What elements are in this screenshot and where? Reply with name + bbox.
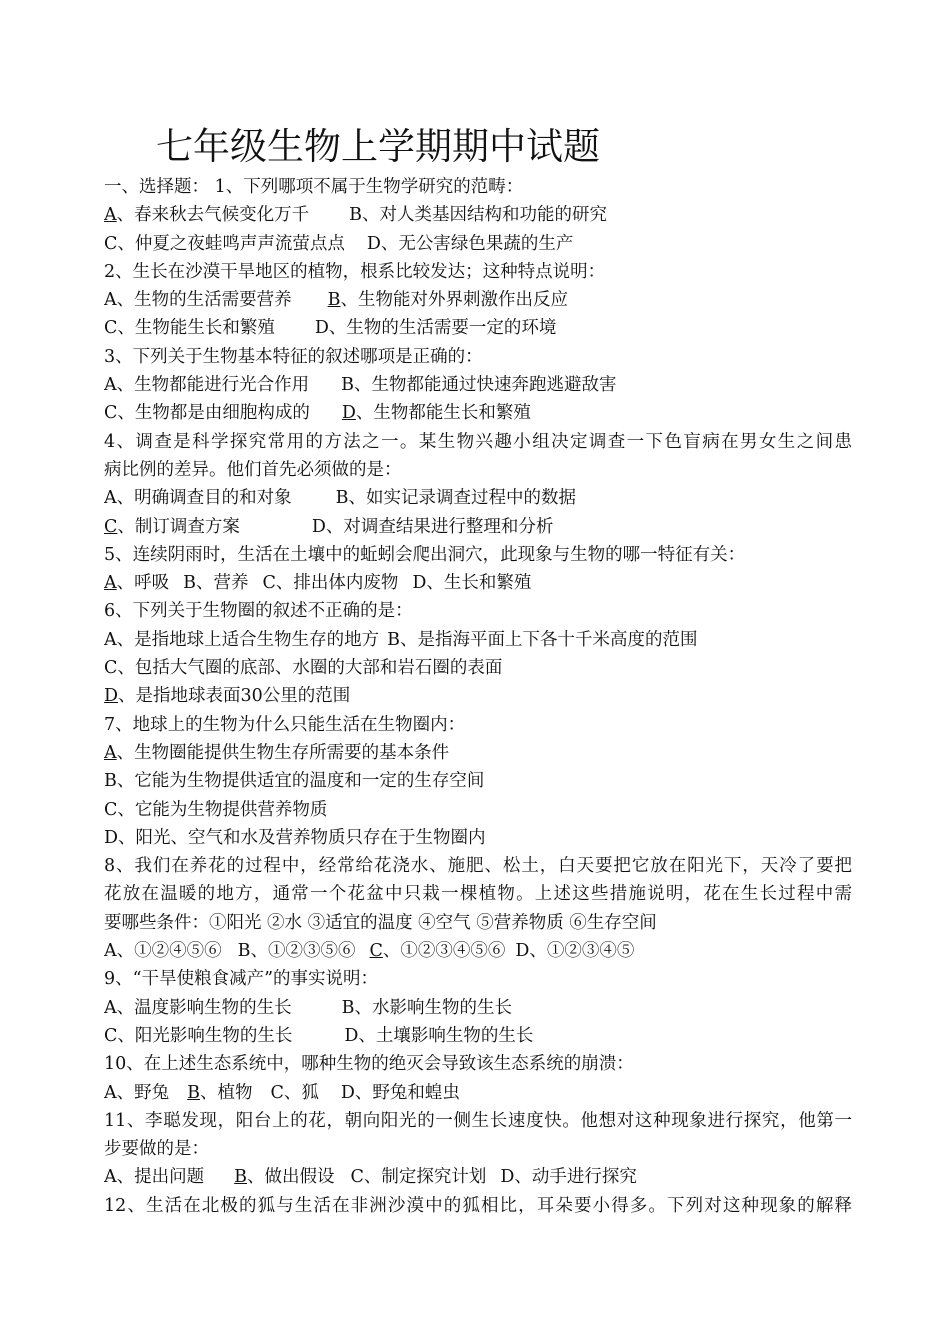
question-1-options-cd bbox=[104, 230, 852, 258]
question-8-stem-line-2: 花放在温暖的地方，通常一个花盆中只栽一棵植物。上述这些措施说明，花在生长过程中需 bbox=[104, 884, 852, 905]
option-a: 、春来秋去气候变化万千 bbox=[116, 205, 310, 226]
option-b: B、是指海平面上下各十千米高度的范围 bbox=[387, 629, 698, 650]
option-c: 、制订调查方案 bbox=[117, 516, 240, 537]
question-7-option-a bbox=[104, 739, 852, 767]
option-d: D、动手进行探究 bbox=[500, 1167, 637, 1188]
option-c: C、排出体内废物 bbox=[262, 573, 399, 594]
question-12-stem-line-1: 12、生活在北极的狐与生活在非洲沙漠中的狐相比，耳朵要小得多。下列对这种现象的解释 bbox=[104, 1195, 852, 1216]
question-4-stem-line-1: 4、调查是科学探究常用的方法之一。某生物兴趣小组决定调查一下色盲病在男女生之间患 bbox=[104, 431, 852, 452]
option-d: D、对调查结果进行整理和分析 bbox=[311, 516, 554, 537]
question-8-stem-line-1: 8、我们在养花的过程中，经常给花浇水、施肥、松土，白天要把它放在阳光下，天冷了要把 bbox=[104, 856, 852, 877]
question-6-option-d bbox=[104, 682, 852, 710]
question-7-option-b: B、它能为生物提供适宜的温度和一定的生存空间 bbox=[104, 771, 485, 792]
option-b: B、对人类基因结构和功能的研究 bbox=[349, 205, 607, 226]
question-10-options bbox=[104, 1079, 852, 1107]
question-list bbox=[104, 173, 852, 1220]
question-8-options bbox=[104, 937, 852, 965]
question-4-options-cd bbox=[104, 513, 852, 541]
answer-mark: A bbox=[104, 573, 117, 594]
option-b: B、如实记录调查过程中的数据 bbox=[335, 488, 576, 509]
option-b: B、①②③⑤⑥ bbox=[237, 941, 356, 962]
option-c: C、生物都是由细胞构成的 bbox=[104, 403, 310, 424]
option-c: C、阳光影响生物的生长 bbox=[104, 1025, 293, 1046]
question-5-stem: 5、连续阴雨时，生活在土壤中的蚯蚓会爬出洞穴，此现象与生物的哪一特征有关： bbox=[104, 544, 746, 565]
question-6-stem: 6、下列关于生物圈的叙述不正确的是： bbox=[104, 601, 413, 622]
option-a: 、生物圈能提供生物生存所需要的基本条件 bbox=[116, 742, 450, 763]
option-d: D、生长和繁殖 bbox=[412, 573, 532, 594]
answer-mark: B bbox=[327, 290, 341, 311]
question-11-stem-line-2: 步要做的是： bbox=[104, 1139, 209, 1160]
question-7-stem: 7、地球上的生物为什么只能生活在生物圈内： bbox=[104, 714, 466, 735]
answer-mark: A bbox=[104, 742, 117, 763]
question-1-stem: 一、选择题： 1、下列哪项不属于生物学研究的范畴： bbox=[104, 177, 524, 197]
answer-mark: C bbox=[104, 516, 118, 537]
option-d: D、①②③④⑤ bbox=[515, 941, 635, 962]
question-1-options-ab bbox=[104, 201, 852, 229]
option-c: C、仲夏之夜蛙鸣声声流萤点点 bbox=[104, 233, 345, 254]
question-7-option-c: C、它能为生物提供营养物质 bbox=[104, 799, 328, 820]
option-a: 、呼吸 bbox=[116, 573, 170, 594]
question-7-option-d: D、阳光、空气和水及营养物质只存在于生物圈内 bbox=[104, 827, 486, 848]
option-a: A、生物都能进行光合作用 bbox=[104, 375, 310, 396]
question-11-stem-line-1: 11、李聪发现，阳台上的花，朝向阳光的一侧生长速度快。他想对这种现象进行探究，他第一 bbox=[104, 1110, 852, 1131]
option-a: A、①②④⑤⑥ bbox=[104, 941, 222, 962]
question-3-stem: 3、下列关于生物基本特征的叙述哪项是正确的： bbox=[104, 346, 483, 367]
answer-mark: B bbox=[187, 1082, 201, 1103]
question-3-options-ab bbox=[104, 371, 852, 399]
answer-mark: A bbox=[104, 205, 117, 226]
option-a: A、提出问题 bbox=[104, 1167, 205, 1188]
section-heading: 一、选择题： bbox=[104, 177, 209, 197]
question-6-options-ab bbox=[104, 626, 852, 654]
option-c: C、狐 bbox=[270, 1082, 319, 1103]
question-10-stem: 10、在上述生态系统中，哪种生物的绝灭会导致该生态系统的崩溃： bbox=[104, 1054, 634, 1075]
question-4-stem-line-2: 病比例的差异。他们首先必须做的是： bbox=[104, 459, 402, 480]
answer-mark: D bbox=[341, 403, 356, 424]
option-d: D、野兔和蝗虫 bbox=[340, 1082, 460, 1103]
question-9-options-ab bbox=[104, 994, 852, 1022]
option-b: B、营养 bbox=[183, 573, 249, 594]
option-d: D、生物的生活需要一定的环境 bbox=[314, 318, 557, 339]
answer-mark: C bbox=[369, 941, 383, 962]
answer-mark: D bbox=[104, 686, 119, 707]
question-2-options-cd bbox=[104, 314, 852, 342]
question-9-options-cd bbox=[104, 1022, 852, 1050]
question-8-stem-line-3: 要哪些条件：①阳光 ②水 ③适宜的温度 ④空气 ⑤营养物质 ⑥生存空间 bbox=[104, 912, 657, 933]
option-d: D、土壤影响生物的生长 bbox=[344, 1025, 534, 1046]
option-c: C、生物能生长和繁殖 bbox=[104, 318, 275, 339]
question-2-stem: 2、生长在沙漠干旱地区的植物，根系比较发达；这种特点说明： bbox=[104, 261, 606, 282]
question-9-stem: 9、“干旱使粮食减产”的事实说明： bbox=[104, 969, 379, 990]
page-title: 七年级生物上学期期中试题 bbox=[156, 125, 600, 168]
option-b: 、做出假设 bbox=[247, 1167, 335, 1188]
option-b: B、生物都能通过快速奔跑逃避敌害 bbox=[341, 375, 617, 396]
option-c: 、①②③④⑤⑥ bbox=[382, 941, 506, 962]
option-a: A、野兔 bbox=[104, 1082, 170, 1103]
option-a: A、明确调查目的和对象 bbox=[104, 488, 292, 509]
option-b: 、生物能对外界刺激作出反应 bbox=[340, 290, 569, 311]
question-3-options-cd bbox=[104, 399, 852, 427]
question-11-options bbox=[104, 1163, 852, 1191]
answer-mark: B bbox=[234, 1167, 248, 1188]
question-2-options-ab bbox=[104, 286, 852, 314]
option-a: A、是指地球上适合生物生存的地方 bbox=[104, 629, 380, 650]
option-b: 、植物 bbox=[200, 1082, 253, 1103]
option-d: 、生物都能生长和繁殖 bbox=[355, 403, 531, 424]
option-c: C、制定探究计划 bbox=[350, 1167, 487, 1188]
option-d: D、无公害绿色果蔬的生产 bbox=[366, 233, 574, 254]
question-6-option-c: C、包括大气圈的底部、水圈的大部和岩石圈的表面 bbox=[104, 658, 503, 679]
option-b: B、水影响生物的生长 bbox=[341, 997, 513, 1018]
question-4-options-ab bbox=[104, 484, 852, 512]
question-5-options bbox=[104, 569, 852, 597]
option-a: A、生物的生活需要营养 bbox=[104, 290, 292, 311]
option-d: 、是指地球表面30公里的范围 bbox=[118, 686, 351, 707]
option-a: A、温度影响生物的生长 bbox=[104, 997, 292, 1018]
